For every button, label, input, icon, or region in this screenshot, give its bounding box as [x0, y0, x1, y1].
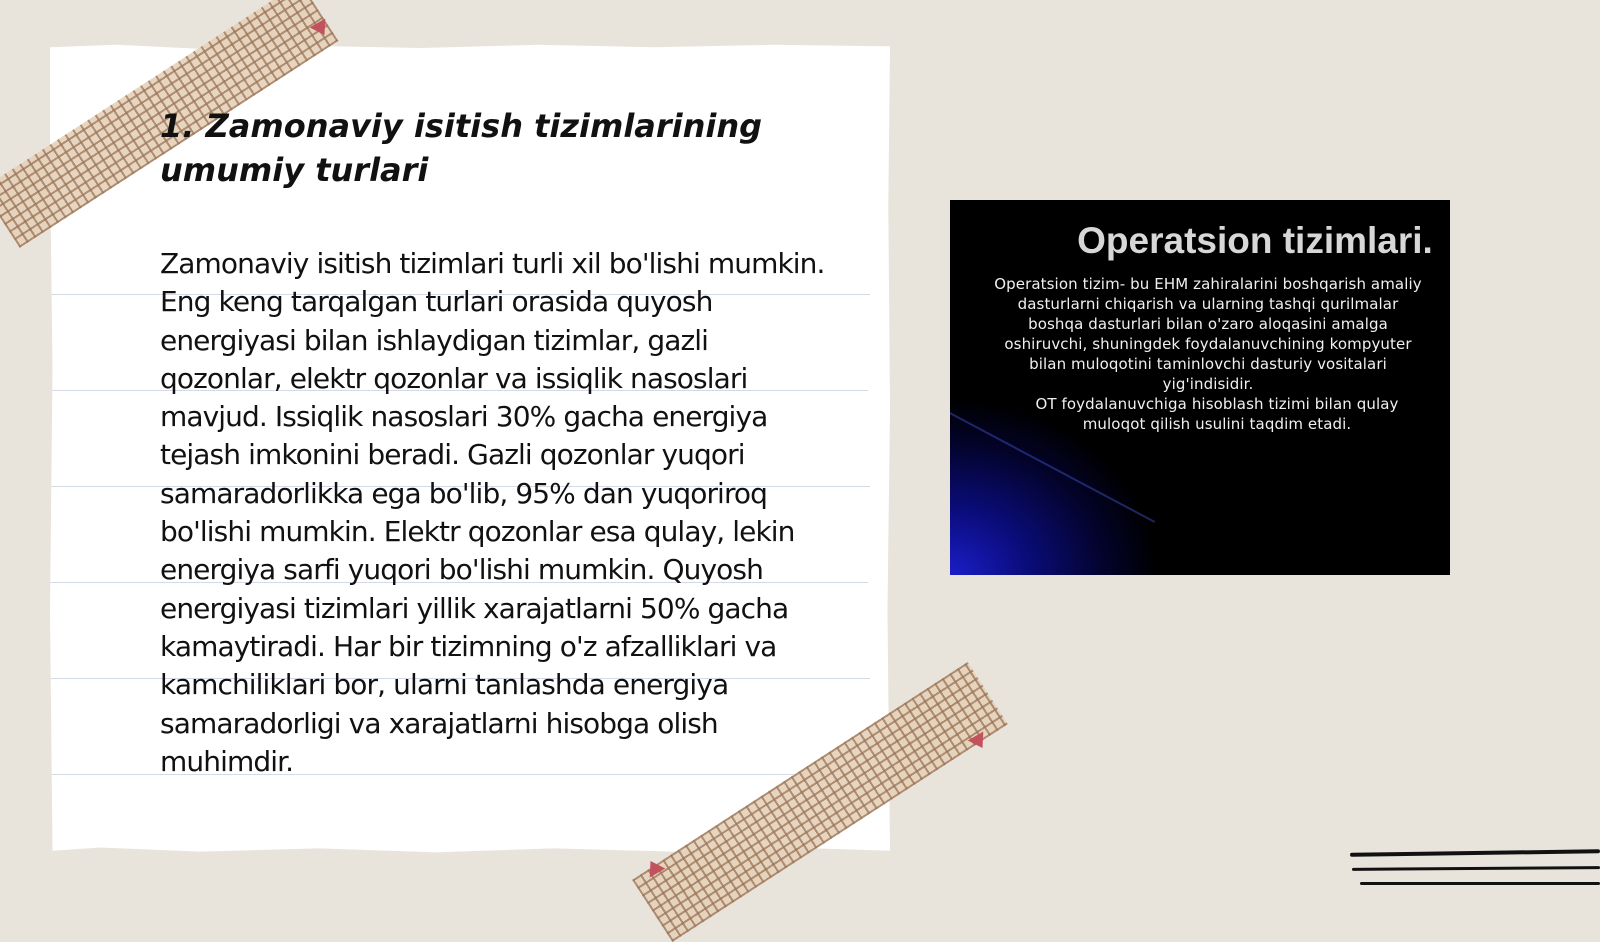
embedded-paragraph-2: OT foydalanuvchiga hisoblash tizimi bilan qulay muloqot qilish usulini taqdim etadi.: [1035, 395, 1399, 433]
decorative-stroke: [1360, 882, 1600, 885]
embedded-slide-title: Operatsion tizimlari.: [1077, 220, 1433, 261]
decorative-stroke: [1350, 849, 1600, 856]
slide-title-line1: 1. Zamonaviy isitish tizimlarining: [160, 107, 763, 145]
embedded-slide-body: [988, 274, 1428, 434]
decorative-stroke: [1352, 866, 1600, 871]
slide-title-line2: umumiy turlari: [160, 151, 429, 189]
slide-title: [160, 104, 840, 192]
embedded-paragraph-1: Operatsion tizim- bu EHM zahiralarini boshqarish amaliy dasturlarni chiqarish va ularning tashqi qurilmalar boshqa dasturlari bilan o'zaro aloqasini amalga oshiruvchi, shuningdek foydalanuvchining kompyuter bilan muloqotini taminlovchi dasturiy vositalari yig'indisidir.: [994, 275, 1422, 393]
embedded-slide-image: [950, 200, 1450, 575]
slide-body-text: Zamonaviy isitish tizimlari turli xil bo'lishi mumkin. Eng keng tarqalgan turlari orasida quyosh energiyasi bilan ishlaydigan tizimlar, gazli qozonlar, elektr qozonlar va issiqlik nasoslari mavjud. Issiqlik nasoslari 30% gacha energiya tejash imkonini beradi. Gazli qozonlar yuqori samaradorlikka ega bo'lib, 95% dan yuqoriroq bo'lishi mumkin. Elektr qozonlar esa qulay, lekin energiya sarfi yuqori bo'lishi mumkin. Quyosh energiyasi tizimlari yillik xarajatlarni 50% gacha kamaytiradi. Har bir tizimning o'z afzalliklari va kamchiliklari bor, ularni tanlashda energiya samaradorligi va xarajatlarni hisobga olish muhimdir.: [160, 247, 825, 778]
